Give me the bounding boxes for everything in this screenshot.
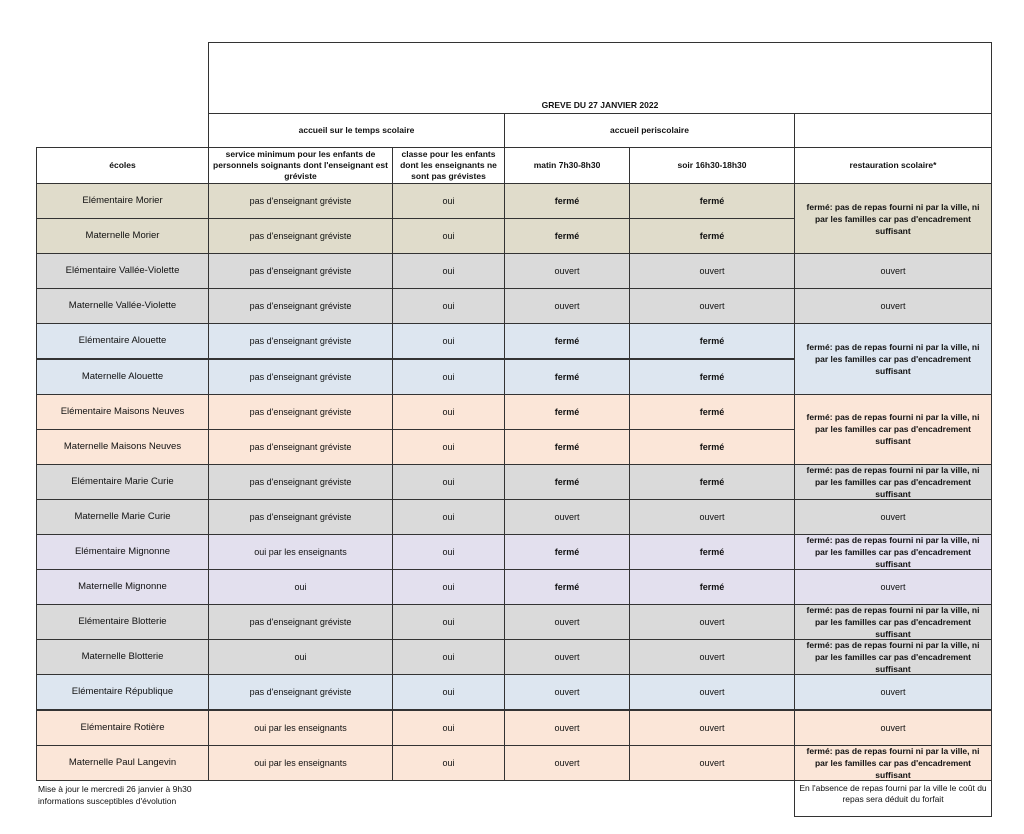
- soir-cell: fermé: [629, 534, 795, 570]
- restauration-cell: fermé: pas de repas fourni ni par la ville, ni par les familles car pas d'encadrement suffisant: [794, 604, 992, 640]
- service-minimum-cell: oui par les enseignants: [208, 710, 393, 746]
- classe-cell: oui: [392, 464, 505, 500]
- matin-cell: ouvert: [504, 499, 630, 535]
- classe-cell: oui: [392, 323, 505, 359]
- service-minimum-cell: pas d'enseignant gréviste: [208, 288, 393, 324]
- classe-cell: oui: [392, 218, 505, 254]
- service-minimum-cell: pas d'enseignant gréviste: [208, 674, 393, 710]
- soir-cell: fermé: [629, 183, 795, 219]
- matin-cell: ouvert: [504, 253, 630, 289]
- restauration-cell: fermé: pas de repas fourni ni par la ville, ni par les familles car pas d'encadrement suffisant: [794, 639, 992, 675]
- classe-cell: oui: [392, 253, 505, 289]
- matin-cell: ouvert: [504, 710, 630, 746]
- service-minimum-cell: oui par les enseignants: [208, 745, 393, 781]
- soir-cell: fermé: [629, 394, 795, 430]
- service-minimum-cell: pas d'enseignant gréviste: [208, 394, 393, 430]
- restauration-cell: fermé: pas de repas fourni ni par la ville, ni par les familles car pas d'encadrement suffisant: [794, 323, 992, 394]
- service-minimum-cell: pas d'enseignant gréviste: [208, 359, 393, 395]
- soir-cell: fermé: [629, 323, 795, 359]
- soir-cell: fermé: [629, 429, 795, 465]
- restauration-cell: ouvert: [794, 710, 992, 746]
- restauration-cell: ouvert: [794, 253, 992, 289]
- matin-cell: ouvert: [504, 604, 630, 640]
- school-name: Maternelle Morier: [36, 218, 209, 254]
- classe-cell: oui: [392, 534, 505, 570]
- matin-cell: fermé: [504, 534, 630, 570]
- school-name: Elémentaire Mignonne: [36, 534, 209, 570]
- group-header-temps-scolaire: accueil sur le temps scolaire: [208, 113, 505, 148]
- school-name: Elémentaire Blotterie: [36, 604, 209, 640]
- classe-cell: oui: [392, 183, 505, 219]
- matin-cell: ouvert: [504, 288, 630, 324]
- classe-cell: oui: [392, 288, 505, 324]
- matin-cell: fermé: [504, 569, 630, 605]
- service-minimum-cell: pas d'enseignant gréviste: [208, 429, 393, 465]
- school-name: Maternelle Marie Curie: [36, 499, 209, 535]
- matin-cell: fermé: [504, 464, 630, 500]
- matin-cell: fermé: [504, 394, 630, 430]
- matin-cell: fermé: [504, 183, 630, 219]
- group-header-empty: [794, 113, 992, 148]
- service-minimum-cell: pas d'enseignant gréviste: [208, 253, 393, 289]
- soir-cell: ouvert: [629, 604, 795, 640]
- meal-cost-note: En l'absence de repas fourni par la ville le coût du repas sera déduit du forfait: [794, 780, 992, 817]
- soir-cell: fermé: [629, 359, 795, 395]
- service-minimum-cell: pas d'enseignant gréviste: [208, 604, 393, 640]
- classe-cell: oui: [392, 394, 505, 430]
- soir-cell: ouvert: [629, 674, 795, 710]
- school-name: Maternelle Mignonne: [36, 569, 209, 605]
- service-minimum-cell: pas d'enseignant gréviste: [208, 499, 393, 535]
- service-minimum-cell: pas d'enseignant gréviste: [208, 323, 393, 359]
- classe-cell: oui: [392, 674, 505, 710]
- update-note-line1: Mise à jour le mercredi 26 janvier à 9h30: [38, 784, 192, 794]
- service-minimum-cell: pas d'enseignant gréviste: [208, 183, 393, 219]
- soir-cell: fermé: [629, 218, 795, 254]
- restauration-cell: fermé: pas de repas fourni ni par la ville, ni par les familles car pas d'encadrement suffisant: [794, 534, 992, 570]
- classe-cell: oui: [392, 745, 505, 781]
- classe-cell: oui: [392, 359, 505, 395]
- classe-cell: oui: [392, 429, 505, 465]
- col-header-restauration: restauration scolaire*: [794, 147, 992, 184]
- matin-cell: fermé: [504, 323, 630, 359]
- soir-cell: ouvert: [629, 499, 795, 535]
- col-header-classe: classe pour les enfants dont les enseignants ne sont pas grévistes: [392, 147, 505, 184]
- school-name: Maternelle Blotterie: [36, 639, 209, 675]
- restauration-cell: ouvert: [794, 674, 992, 710]
- soir-cell: ouvert: [629, 745, 795, 781]
- col-header-soir: soir 16h30-18h30: [629, 147, 795, 184]
- classe-cell: oui: [392, 710, 505, 746]
- restauration-cell: ouvert: [794, 288, 992, 324]
- soir-cell: ouvert: [629, 253, 795, 289]
- classe-cell: oui: [392, 639, 505, 675]
- col-header-matin: matin 7h30-8h30: [504, 147, 630, 184]
- school-name: Maternelle Paul Langevin: [36, 745, 209, 781]
- restauration-cell: ouvert: [794, 499, 992, 535]
- soir-cell: fermé: [629, 569, 795, 605]
- matin-cell: ouvert: [504, 745, 630, 781]
- school-name: Elémentaire Vallée-Violette: [36, 253, 209, 289]
- soir-cell: ouvert: [629, 639, 795, 675]
- school-name: Elémentaire Maisons Neuves: [36, 394, 209, 430]
- classe-cell: oui: [392, 569, 505, 605]
- group-header-periscolaire: accueil periscolaire: [504, 113, 795, 148]
- school-name: Maternelle Vallée-Violette: [36, 288, 209, 324]
- classe-cell: oui: [392, 604, 505, 640]
- service-minimum-cell: pas d'enseignant gréviste: [208, 218, 393, 254]
- school-name: Maternelle Maisons Neuves: [36, 429, 209, 465]
- school-name: Elémentaire Morier: [36, 183, 209, 219]
- col-header-ecoles: écoles: [36, 147, 209, 184]
- matin-cell: fermé: [504, 218, 630, 254]
- service-minimum-cell: oui par les enseignants: [208, 534, 393, 570]
- col-header-service-minimum: service minimum pour les enfants de personnels soignants dont l'enseignant est gréviste: [208, 147, 393, 184]
- soir-cell: ouvert: [629, 710, 795, 746]
- school-name: Maternelle Alouette: [36, 359, 209, 395]
- school-name: Elémentaire République: [36, 674, 209, 710]
- soir-cell: fermé: [629, 464, 795, 500]
- classe-cell: oui: [392, 499, 505, 535]
- service-minimum-cell: oui: [208, 639, 393, 675]
- update-note-line2: informations susceptibles d'évolution: [38, 796, 177, 806]
- restauration-cell: fermé: pas de repas fourni ni par la ville, ni par les familles car pas d'encadrement suffisant: [794, 464, 992, 500]
- matin-cell: ouvert: [504, 639, 630, 675]
- matin-cell: ouvert: [504, 674, 630, 710]
- school-name: Elémentaire Marie Curie: [36, 464, 209, 500]
- matin-cell: fermé: [504, 359, 630, 395]
- restauration-cell: fermé: pas de repas fourni ni par la ville, ni par les familles car pas d'encadrement suffisant: [794, 394, 992, 465]
- service-minimum-cell: pas d'enseignant gréviste: [208, 464, 393, 500]
- school-name: Elémentaire Alouette: [36, 323, 209, 359]
- school-name: Elémentaire Rotière: [36, 710, 209, 746]
- service-minimum-cell: oui: [208, 569, 393, 605]
- page-title: GREVE DU 27 JANVIER 2022: [541, 100, 659, 110]
- matin-cell: fermé: [504, 429, 630, 465]
- restauration-cell: fermé: pas de repas fourni ni par la ville, ni par les familles car pas d'encadrement suffisant: [794, 745, 992, 781]
- soir-cell: ouvert: [629, 288, 795, 324]
- restauration-cell: fermé: pas de repas fourni ni par la ville, ni par les familles car pas d'encadrement suffisant: [794, 183, 992, 254]
- restauration-cell: ouvert: [794, 569, 992, 605]
